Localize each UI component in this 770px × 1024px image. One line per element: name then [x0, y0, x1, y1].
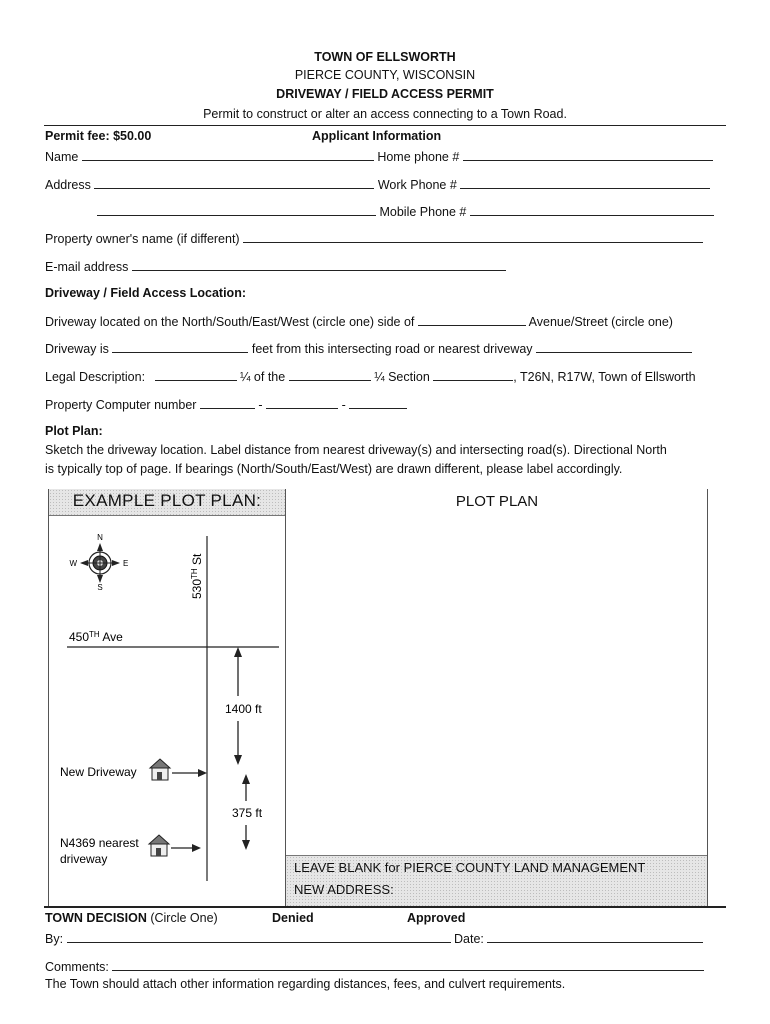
- town-decision-row: [45, 911, 218, 925]
- footer-note: The Town should attach other information regarding distances, fees, and culvert requirements.: [45, 977, 566, 991]
- comments-field[interactable]: [112, 959, 704, 971]
- dash-2: -: [341, 398, 346, 412]
- nearest-driveway-label-2: driveway: [60, 852, 108, 866]
- street-450th-label: 450TH Ave: [69, 630, 123, 644]
- distance-375-label: 375 ft: [232, 806, 263, 820]
- by-field[interactable]: [67, 931, 451, 943]
- denied-option[interactable]: Denied: [272, 911, 314, 925]
- plot-title: Plot Plan:: [45, 424, 103, 438]
- comments-label: Comments:: [45, 960, 109, 974]
- new-driveway-arrowhead: [198, 769, 207, 777]
- new-driveway-house-icon: [150, 759, 170, 780]
- address-label: Address: [45, 178, 91, 192]
- compass-s-label: S: [97, 583, 103, 592]
- home-phone-label: Home phone #: [377, 150, 460, 164]
- owner-field[interactable]: [243, 231, 703, 243]
- location-title: Driveway / Field Access Location:: [45, 286, 246, 300]
- county-use-box: [286, 855, 707, 908]
- county-blank-label: LEAVE BLANK for PIERCE COUNTY LAND MANAGEMENT: [294, 860, 646, 875]
- town-title: TOWN OF ELLSWORTH: [314, 50, 456, 64]
- header-divider: [44, 125, 726, 126]
- distance-field[interactable]: [112, 341, 248, 353]
- email-label: E-mail address: [45, 260, 129, 274]
- nearest-driveway-label-1: N4369 nearest: [60, 836, 139, 850]
- legal-quarter2: ¼ Section: [374, 370, 430, 384]
- quarter-2-field[interactable]: [289, 369, 371, 381]
- owner-row: [45, 231, 703, 246]
- computer-number-label: Property Computer number: [45, 398, 197, 412]
- date-field[interactable]: [487, 931, 703, 943]
- decision-divider: [44, 906, 726, 908]
- comments-row: [45, 959, 704, 974]
- plot-plan-drawing-area[interactable]: [286, 489, 708, 907]
- distance-prefix: Driveway is: [45, 342, 109, 356]
- legal-quarter1: ¼ of the: [240, 370, 286, 384]
- side-suffix: Avenue/Street (circle one): [528, 315, 673, 329]
- by-label: By:: [45, 932, 64, 946]
- applicant-section-title: Applicant Information: [312, 129, 442, 143]
- work-phone-field[interactable]: [460, 177, 710, 189]
- town-decision-title: TOWN DECISION: [45, 911, 147, 925]
- section-field[interactable]: [433, 369, 513, 381]
- plot-instructions-2: is typically top of page. If bearings (North/South/East/West) are drawn different, please label accordingly.: [45, 462, 623, 476]
- svg-text:530TH St: 530TH St: [190, 553, 204, 599]
- mobile-row: [97, 204, 714, 219]
- compass-e-label: E: [123, 559, 129, 568]
- computer-number-part-2[interactable]: [266, 397, 338, 409]
- new-address-label: NEW ADDRESS:: [294, 882, 394, 897]
- address-line-2-field[interactable]: [97, 204, 376, 216]
- by-row: [45, 931, 703, 946]
- side-prefix: Driveway located on the North/South/East/West (circle one) side of: [45, 315, 415, 329]
- computer-number-row: [45, 397, 407, 412]
- permit-title: DRIVEWAY / FIELD ACCESS PERMIT: [276, 87, 494, 101]
- plot-instructions-1: Sketch the driveway location. Label distance from nearest driveway(s) and intersecting road(s). Directional North: [45, 443, 667, 457]
- legal-row: [45, 369, 696, 384]
- circle-one-label: (Circle One): [150, 911, 218, 925]
- owner-label: Property owner's name (if different): [45, 232, 240, 246]
- compass-n-label: N: [97, 533, 103, 542]
- computer-number-part-1[interactable]: [200, 397, 255, 409]
- example-plot-plan: [48, 489, 286, 907]
- road-name-field[interactable]: [418, 314, 526, 326]
- approved-option[interactable]: Approved: [407, 911, 466, 925]
- county-title: PIERCE COUNTY, WISCONSIN: [294, 68, 476, 82]
- email-field[interactable]: [132, 259, 506, 271]
- name-field[interactable]: [82, 149, 374, 161]
- nearest-driveway-house-icon: [149, 835, 169, 856]
- legal-prefix: Legal Description:: [45, 370, 146, 384]
- compass-rose-icon: [80, 543, 120, 583]
- compass-w-label: W: [69, 559, 77, 568]
- example-title: EXAMPLE PLOT PLAN:: [72, 491, 262, 510]
- legal-suffix: , T26N, R17W, Town of Ellsworth: [513, 370, 696, 384]
- example-map-svg: [49, 489, 285, 907]
- distance-row: [45, 341, 692, 356]
- address-row: [45, 177, 710, 192]
- date-label: Date:: [454, 932, 484, 946]
- permit-fee: Permit fee: $50.00: [45, 129, 152, 143]
- side-row: [45, 314, 673, 329]
- nearest-driveway-arrowhead: [192, 844, 201, 852]
- work-phone-label: Work Phone #: [377, 178, 457, 192]
- address-field[interactable]: [94, 177, 374, 189]
- home-phone-field[interactable]: [463, 149, 713, 161]
- mobile-phone-field[interactable]: [470, 204, 714, 216]
- new-driveway-label: New Driveway: [60, 765, 137, 779]
- computer-number-part-3[interactable]: [349, 397, 407, 409]
- nearest-road-field[interactable]: [536, 341, 692, 353]
- street-530th-label: [190, 553, 204, 599]
- email-row: [45, 259, 506, 274]
- plot-plan-title: PLOT PLAN: [455, 493, 539, 510]
- quarter-1-field[interactable]: [155, 369, 237, 381]
- mobile-phone-label: Mobile Phone #: [379, 205, 467, 219]
- distance-1400-label: 1400 ft: [225, 702, 262, 716]
- permit-subtitle: Permit to construct or alter an access connecting to a Town Road.: [203, 107, 567, 121]
- name-label: Name: [45, 150, 79, 164]
- distance-middle: feet from this intersecting road or nearest driveway: [251, 342, 533, 356]
- name-row: [45, 149, 713, 164]
- dash-1: -: [258, 398, 263, 412]
